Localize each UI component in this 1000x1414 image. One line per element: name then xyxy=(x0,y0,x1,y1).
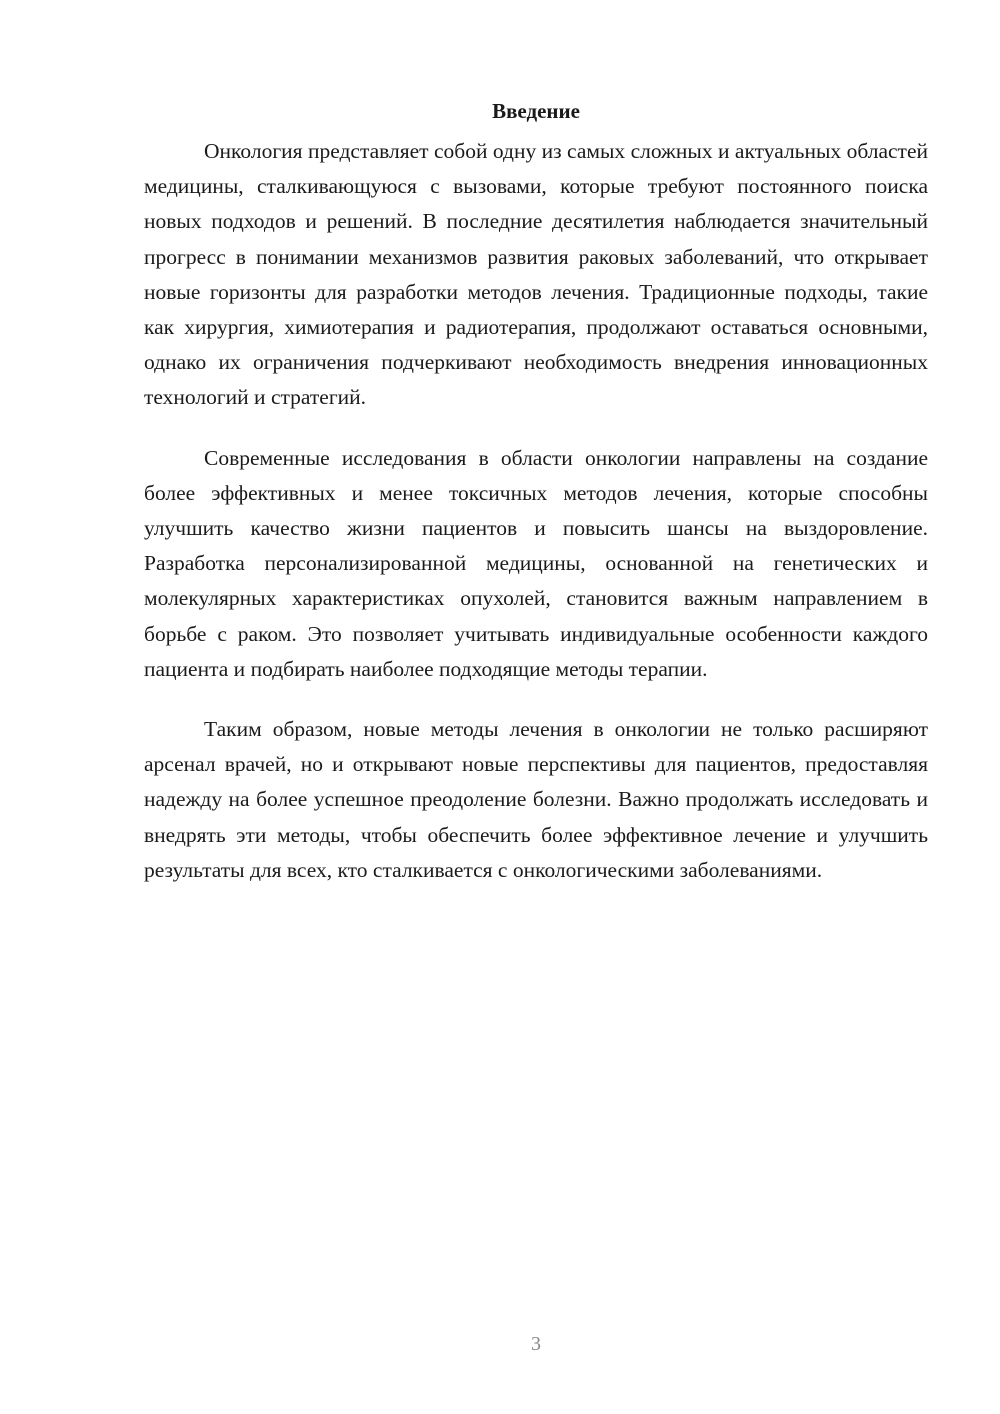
document-body xyxy=(144,96,928,913)
section-heading: Введение xyxy=(492,99,580,123)
page-number: 3 xyxy=(531,1333,541,1355)
paragraph-1: Онкология представляет собой одну из самых сложных и актуальных областей медицины, сталкивающуюся с вызовами, которые требуют постоянного поиска новых подходов и решений. В последние десятилетия наблюдается значительный прогресс в понимании механизмов развития раковых заболеваний, что открывает новые горизонты для разработки методов лечения. Традиционные подходы, такие как хирургия, химиотерапия и радиотерапия, продолжают оставаться основными, однако их ограничения подчеркивают необходимость внедрения инновационных технологий и стратегий. xyxy=(144,139,928,410)
paragraph-2: Современные исследования в области онкологии направлены на создание более эффективных и менее токсичных методов лечения, которые способны улучшить качество жизни пациентов и повысить шансы на выздоровление. Разработка персонализированной медицины, основанной на генетических и молекулярных характеристиках опухолей, становится важным направлением в борьбе с раком. Это позволяет учитывать индивидуальные особенности каждого пациента и подбирать наиболее подходящие методы терапии. xyxy=(144,445,928,681)
paragraph-3: Таким образом, новые методы лечения в онкологии не только расширяют арсенал врачей, но и открывают новые перспективы для пациентов, предоставляя надежду на более успешное преодоление болезни. Важно продолжать исследовать и внедрять эти методы, чтобы обеспечить более эффективное лечение и улучшить результаты для всех, кто сталкивается с онкологическими заболеваниями. xyxy=(144,717,928,882)
